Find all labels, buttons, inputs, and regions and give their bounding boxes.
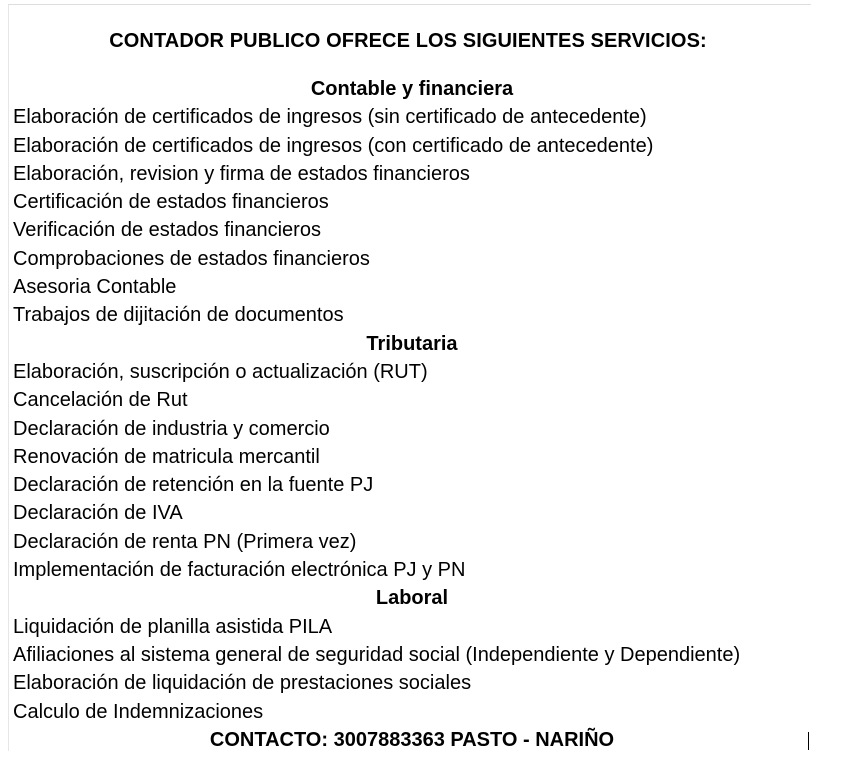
service-item: Implementación de facturación electrónica PJ y PN: [13, 559, 466, 582]
service-item: Liquidación de planilla asistida PILA: [13, 615, 333, 638]
service-item: Afiliaciones al sistema general de seguridad social (Independiente y Dependiente): [13, 643, 741, 666]
service-item: Declaración de retención en la fuente PJ: [13, 474, 374, 497]
service-item: Declaración de industria y comercio: [13, 417, 330, 440]
service-item: Trabajos de dijitación de documentos: [13, 304, 344, 327]
service-item: Declaración de IVA: [13, 502, 183, 525]
service-item: Comprobaciones de estados financieros: [13, 247, 370, 270]
contact-line: CONTACTO: 3007883363 PASTO - NARIÑO: [209, 728, 615, 751]
section-heading-laboral: Laboral: [375, 587, 449, 610]
section-heading-contable: Contable y financiera: [310, 78, 514, 100]
service-item: Renovación de matricula mercantil: [13, 445, 320, 468]
document-title: CONTADOR PUBLICO OFRECE LOS SIGUIENTES SERVICIOS:: [109, 30, 707, 52]
service-item: Elaboración de liquidación de prestaciones sociales: [13, 672, 472, 695]
service-item: Declaración de renta PN (Primera vez): [13, 530, 357, 553]
service-item: Elaboración de certificados de ingresos (sin certificado de antecedente): [13, 106, 647, 129]
service-item: Calculo de Indemnizaciones: [13, 700, 264, 723]
service-item: Elaboración, suscripción o actualización (RUT): [13, 360, 428, 383]
service-item: Elaboración de certificados de ingresos (con certificado de antecedente): [13, 134, 654, 157]
text-cursor: [808, 732, 809, 750]
service-item: Verificación de estados financieros: [13, 219, 321, 242]
services-list: [13, 75, 811, 754]
service-item: Certificación de estados financieros: [13, 191, 329, 214]
service-item: Asesoria Contable: [13, 276, 177, 299]
service-item: Cancelación de Rut: [13, 389, 188, 412]
services-document: [8, 4, 811, 751]
section-heading-tributaria: Tributaria: [366, 332, 458, 355]
service-item: Elaboración, revision y firma de estados financieros: [13, 162, 470, 185]
